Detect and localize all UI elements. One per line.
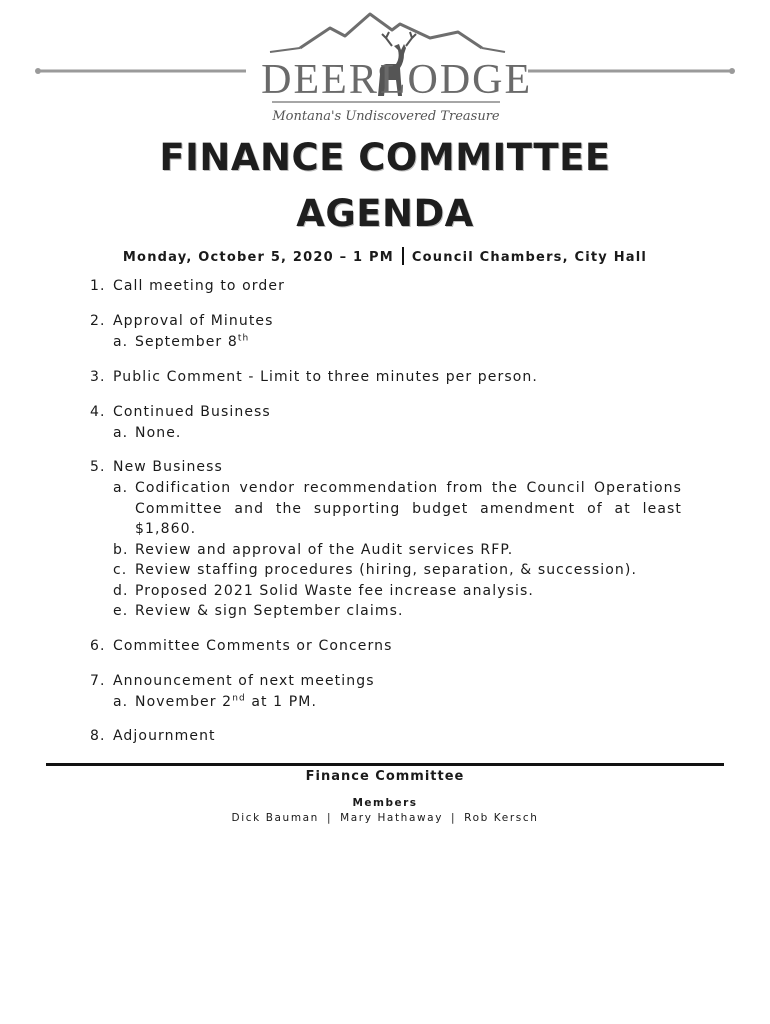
agenda-subitem-text (135, 332, 682, 353)
members-heading: Members (352, 797, 418, 809)
agenda-item-number: 4. (90, 403, 106, 420)
agenda-subitem-letter: e. (113, 603, 129, 619)
agenda-subitem-after: at 1 PM. (245, 693, 318, 710)
member-name: Mary Hathaway (340, 812, 444, 824)
agenda-subitem-letter: a. (113, 334, 129, 350)
agenda-subitem-letter: b. (113, 541, 129, 558)
meeting-location: Council Chambers, City Hall (411, 250, 648, 265)
agenda-item (90, 671, 682, 713)
logo-text-left: DEER (261, 57, 379, 103)
agenda-subitem (90, 540, 682, 561)
agenda-subitem-main: Codification vendor recommendation from the Council Operations Committee and the supporting budget amendment of at least $1,860. (135, 480, 682, 537)
agenda-item-number: 8. (90, 728, 106, 744)
agenda-subitem-text (135, 692, 682, 713)
agenda-subitem-main: September 8 (135, 334, 238, 350)
separator: | (326, 812, 333, 824)
agenda-subitem (90, 692, 682, 713)
meeting-datetime: Monday, October 5, 2020 – 1 PM (122, 250, 394, 265)
agenda-subitem-text (135, 540, 682, 561)
agenda-item (90, 402, 682, 444)
agenda-subitem (90, 601, 682, 622)
agenda-subitem (90, 423, 682, 444)
agenda-subitem-letter: a. (113, 693, 129, 710)
agenda-subitem-letter: a. (113, 424, 129, 441)
member-name: Rob Kersch (464, 812, 539, 824)
agenda-item (90, 276, 682, 297)
agenda-subitem-main: Review and approval of the Audit services RFP. (135, 541, 514, 558)
agenda-item-number: 3. (90, 368, 106, 385)
agenda-subitem (90, 478, 682, 540)
agenda-item-text: Committee Comments or Concerns (113, 637, 393, 654)
agenda-subitem-letter: d. (113, 582, 129, 599)
member-name: Dick Bauman (231, 812, 319, 824)
deer-lodge-logo (0, 8, 770, 128)
agenda-item-number: 6. (90, 637, 106, 654)
meeting-info (0, 247, 770, 265)
agenda-subitem-letter: a. (113, 480, 129, 496)
agenda-subitem-letter: c. (113, 562, 128, 578)
agenda-item (90, 457, 682, 622)
agenda-subitem-main: Review & sign September claims. (135, 603, 404, 619)
agenda-item (90, 311, 682, 353)
agenda-subitem (90, 581, 682, 602)
agenda-subitem-text (135, 478, 682, 540)
agenda-item-text: New Business (113, 459, 223, 475)
agenda-item-number: 2. (90, 313, 106, 329)
agenda-subitem-main: Review staffing procedures (hiring, separation, & succession). (135, 562, 638, 578)
separator: | (451, 812, 457, 824)
agenda-subitem-text (135, 581, 682, 602)
ordinal-suffix: nd (232, 692, 246, 703)
agenda-item-text: Call meeting to order (113, 278, 285, 294)
agenda-item-text: Public Comment - Limit to three minutes per person. (113, 368, 538, 385)
agenda-subitem-text (135, 601, 682, 622)
logo-tagline: Montana's Undiscovered Treasure (272, 109, 500, 124)
agenda-subitem (90, 332, 682, 353)
committee-name: Finance Committee (305, 769, 465, 784)
ordinal-suffix: th (237, 333, 250, 344)
agenda-item-number: 5. (90, 459, 106, 475)
agenda-item-number: 1. (90, 278, 106, 294)
agenda-item-text: Approval of Minutes (113, 313, 274, 329)
agenda-item (90, 367, 682, 388)
page-title-line2: AGENDA (296, 192, 474, 235)
agenda-item-text: Adjournment (113, 728, 216, 744)
agenda-list (90, 276, 682, 761)
logo-text-right: LODGE (379, 57, 533, 103)
page-title-line1: FINANCE COMMITTEE (159, 136, 611, 179)
agenda-item (90, 726, 682, 747)
agenda-subitem-main: None. (135, 424, 182, 441)
agenda-subitem-main: Proposed 2021 Solid Waste fee increase analysis. (135, 582, 534, 599)
agenda-subitem-text (135, 560, 682, 581)
agenda-subitem-text (135, 423, 682, 444)
agenda-item-text: Continued Business (113, 403, 271, 420)
agenda-item (90, 636, 682, 657)
agenda-item-text: Announcement of next meetings (113, 672, 375, 689)
footer-divider (46, 763, 724, 766)
members-list (0, 812, 770, 824)
divider (402, 247, 404, 265)
agenda-subitem-main: November 2 (135, 693, 233, 710)
agenda-subitem (90, 560, 682, 581)
agenda-item-number: 7. (90, 672, 106, 689)
